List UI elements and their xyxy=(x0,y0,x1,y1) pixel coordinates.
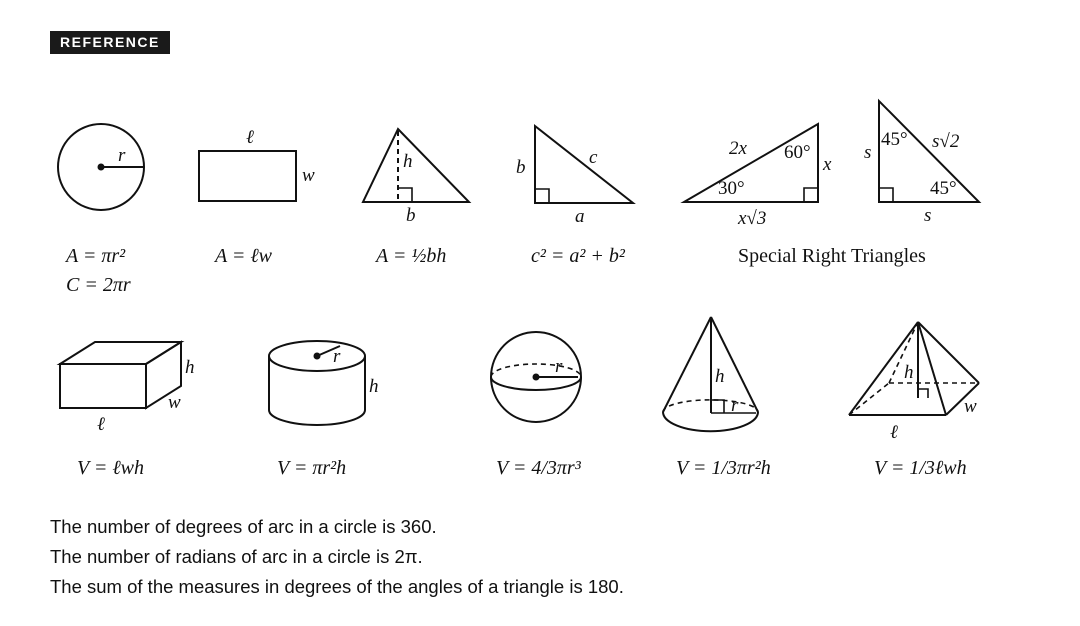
triangle-45-bottom-leg: s xyxy=(924,205,932,226)
sphere-figure xyxy=(491,332,582,479)
triangle-30-60-short-leg: x xyxy=(823,154,832,175)
triangle-45-45-90-figure xyxy=(864,101,979,226)
right-triangle-figure xyxy=(516,126,633,267)
box-figure xyxy=(60,342,195,479)
triangle-figure xyxy=(363,129,469,267)
triangle-base-label: b xyxy=(406,205,416,226)
reference-badge: REFERENCE xyxy=(50,31,170,54)
right-triangle-leg-b: b xyxy=(516,157,526,178)
cylinder-radius-label: r xyxy=(333,346,341,367)
sphere-radius-label: r xyxy=(555,356,563,377)
circle-figure xyxy=(58,124,144,296)
box-width-label: w xyxy=(168,392,181,413)
cone-radius-label: r xyxy=(731,395,739,416)
triangle-height-label: h xyxy=(403,151,413,172)
rectangle-area-formula: A = ℓw xyxy=(215,245,273,267)
cone-figure xyxy=(663,317,771,479)
cone-volume-formula: V = 1/3πr²h xyxy=(676,457,771,479)
triangle-30-angle-label: 30° xyxy=(718,178,745,199)
cylinder-figure xyxy=(269,341,379,479)
cone-height-label: h xyxy=(715,366,725,387)
pyramid-height-label: h xyxy=(904,362,914,383)
rectangle-figure xyxy=(199,127,315,267)
fact-degrees-circle: The number of degrees of arc in a circle is 360. xyxy=(50,516,437,537)
pyramid-width-label: w xyxy=(964,396,977,417)
triangle-30-60-90-figure xyxy=(684,124,832,229)
rectangle-length-label: ℓ xyxy=(246,127,254,148)
circle-radius-label: r xyxy=(118,145,126,166)
triangle-45-hyp-label: s√2 xyxy=(932,131,960,152)
right-triangle-leg-a: a xyxy=(575,206,585,227)
circle-circumference-formula: C = 2πr xyxy=(66,274,131,296)
cylinder-volume-formula: V = πr²h xyxy=(277,457,347,479)
fact-radians-circle: The number of radians of arc in a circle is 2π. xyxy=(50,546,423,567)
right-triangle-hyp-c: c xyxy=(589,147,598,168)
special-right-triangles-caption: Special Right Triangles xyxy=(738,245,926,267)
triangle-30-60-long-leg: x√3 xyxy=(738,208,767,229)
sphere-volume-formula: V = 4/3πr³ xyxy=(496,457,581,479)
reference-facts xyxy=(50,512,624,602)
pyramid-length-label: ℓ xyxy=(890,422,898,443)
triangle-45-left-leg: s xyxy=(864,142,872,163)
triangle-60-angle-label: 60° xyxy=(784,142,811,163)
box-volume-formula: V = ℓwh xyxy=(77,457,145,479)
triangle-area-formula: A = ½bh xyxy=(376,245,447,267)
triangle-45-right-angle: 45° xyxy=(930,178,957,199)
box-height-label: h xyxy=(185,357,195,378)
circle-area-formula: A = πr² xyxy=(66,245,126,267)
fact-triangle-angles: The sum of the measures in degrees of the angles of a triangle is 180. xyxy=(50,576,624,597)
pyramid-figure xyxy=(849,322,979,479)
cylinder-height-label: h xyxy=(369,376,379,397)
triangle-45-top-angle: 45° xyxy=(881,129,908,150)
pythagorean-formula: c² = a² + b² xyxy=(531,245,625,267)
rectangle-width-label: w xyxy=(302,165,315,186)
pyramid-volume-formula: V = 1/3ℓwh xyxy=(874,457,967,479)
box-length-label: ℓ xyxy=(97,414,105,435)
triangle-30-60-hyp-label: 2x xyxy=(729,138,747,159)
